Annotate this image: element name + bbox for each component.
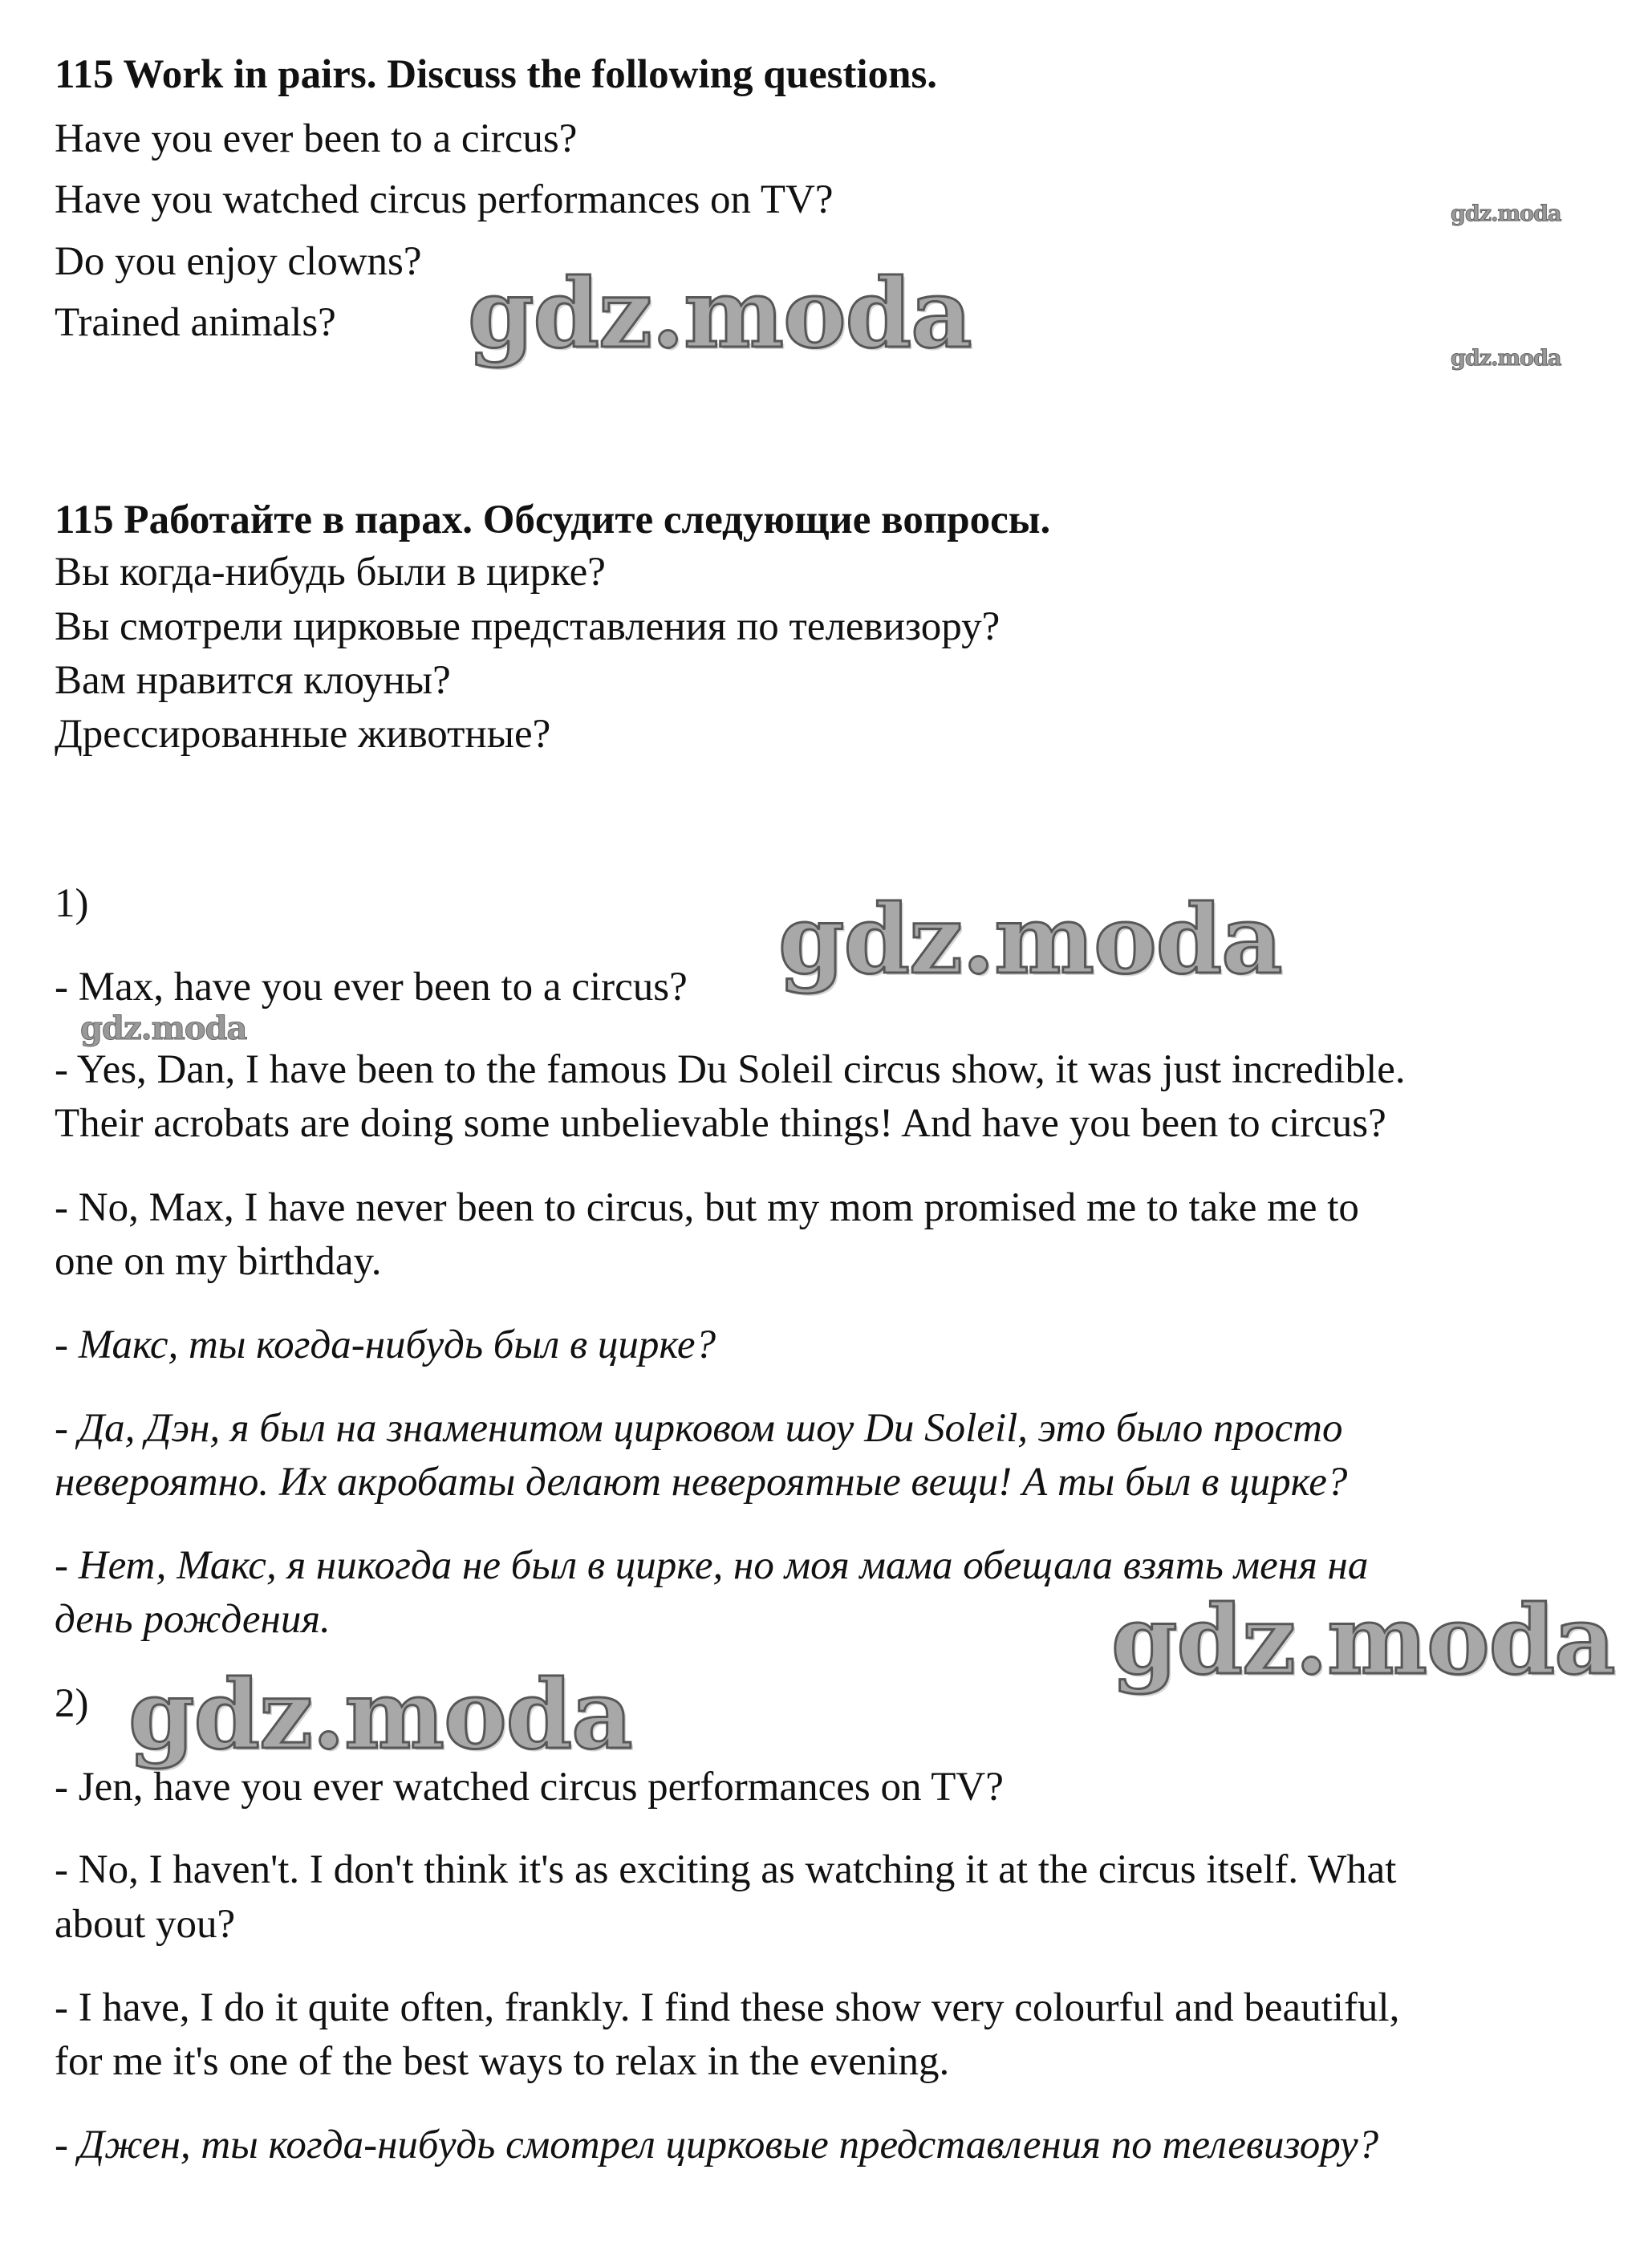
dialog1-ru-4: - Нет, Макс, я никогда не был в цирке, но моя мама обещала взять меня на xyxy=(55,1543,1369,1588)
dialog2-en-5: for me it's one of the best ways to relax in the evening. xyxy=(55,2039,950,2084)
question-en-1: Have you ever been to a circus? xyxy=(55,116,578,161)
dialog1-en-5: one on my birthday. xyxy=(55,1239,382,1284)
dialog2-en-2: - No, I haven't. I don't think it's as exciting as watching it at the circus itself. What xyxy=(55,1847,1397,1892)
dialog1-en-4: - No, Max, I have never been to circus, but my mom promised me to take me to xyxy=(55,1185,1359,1230)
dialog1-ru-2: - Да, Дэн, я был на знаменитом цирковом шоу Du Soleil, это было просто xyxy=(55,1406,1343,1451)
watermark-small-2: gdz.moda xyxy=(1451,346,1561,371)
question-ru-3: Вам нравится клоуны? xyxy=(55,658,451,703)
dialog1-ru-1: - Макс, ты когда-нибудь был в цирке? xyxy=(55,1322,716,1367)
question-ru-1: Вы когда-нибудь были в цирке? xyxy=(55,550,606,595)
question-en-3: Do you enjoy clowns? xyxy=(55,239,422,284)
dialog2-en-1: - Jen, have you ever watched circus performances on TV? xyxy=(55,1765,1004,1810)
task-heading-en: 115 Work in pairs. Discuss the following questions. xyxy=(55,52,938,97)
watermark-big-2: gdz.moda xyxy=(778,884,1282,995)
dialog1-en-2: - Yes, Dan, I have been to the famous Du Soleil circus show, it was just incredible. xyxy=(55,1047,1406,1092)
watermark-big-3: gdz.moda xyxy=(1111,1584,1615,1696)
dialog1-en-3: Their acrobats are doing some unbelievable things! And have you been to circus? xyxy=(55,1101,1386,1146)
task-heading-ru: 115 Работайте в парах. Обсудите следующие вопросы. xyxy=(55,498,1051,542)
watermark-big-1: gdz.moda xyxy=(468,258,972,369)
watermark-small-3: gdz.moda xyxy=(80,1010,247,1047)
dialog2-ru-1: - Джен, ты когда-нибудь смотрел цирковые представления по телевизору? xyxy=(55,2123,1379,2167)
dialog2-number: 2) xyxy=(55,1681,89,1726)
watermark-small-1: gdz.moda xyxy=(1451,201,1561,226)
dialog1-number: 1) xyxy=(55,881,89,926)
question-ru-2: Вы смотрели цирковые представления по телевизору? xyxy=(55,604,1001,649)
question-en-2: Have you watched circus performances on TV? xyxy=(55,177,834,222)
dialog1-ru-3: невероятно. Их акробаты делают невероятные вещи! А ты был в цирке? xyxy=(55,1460,1348,1505)
watermark-big-4: gdz.moda xyxy=(128,1659,632,1770)
question-ru-4: Дрессированные животные? xyxy=(55,712,551,757)
dialog2-en-4: - I have, I do it quite often, frankly. I find these show very colourful and beautiful, xyxy=(55,1985,1400,2030)
dialog1-ru-5: день рождения. xyxy=(55,1597,331,1642)
dialog2-en-3: about you? xyxy=(55,1902,236,1947)
question-en-4: Trained animals? xyxy=(55,300,336,345)
dialog1-en-1: - Max, have you ever been to a circus? xyxy=(55,965,688,1010)
